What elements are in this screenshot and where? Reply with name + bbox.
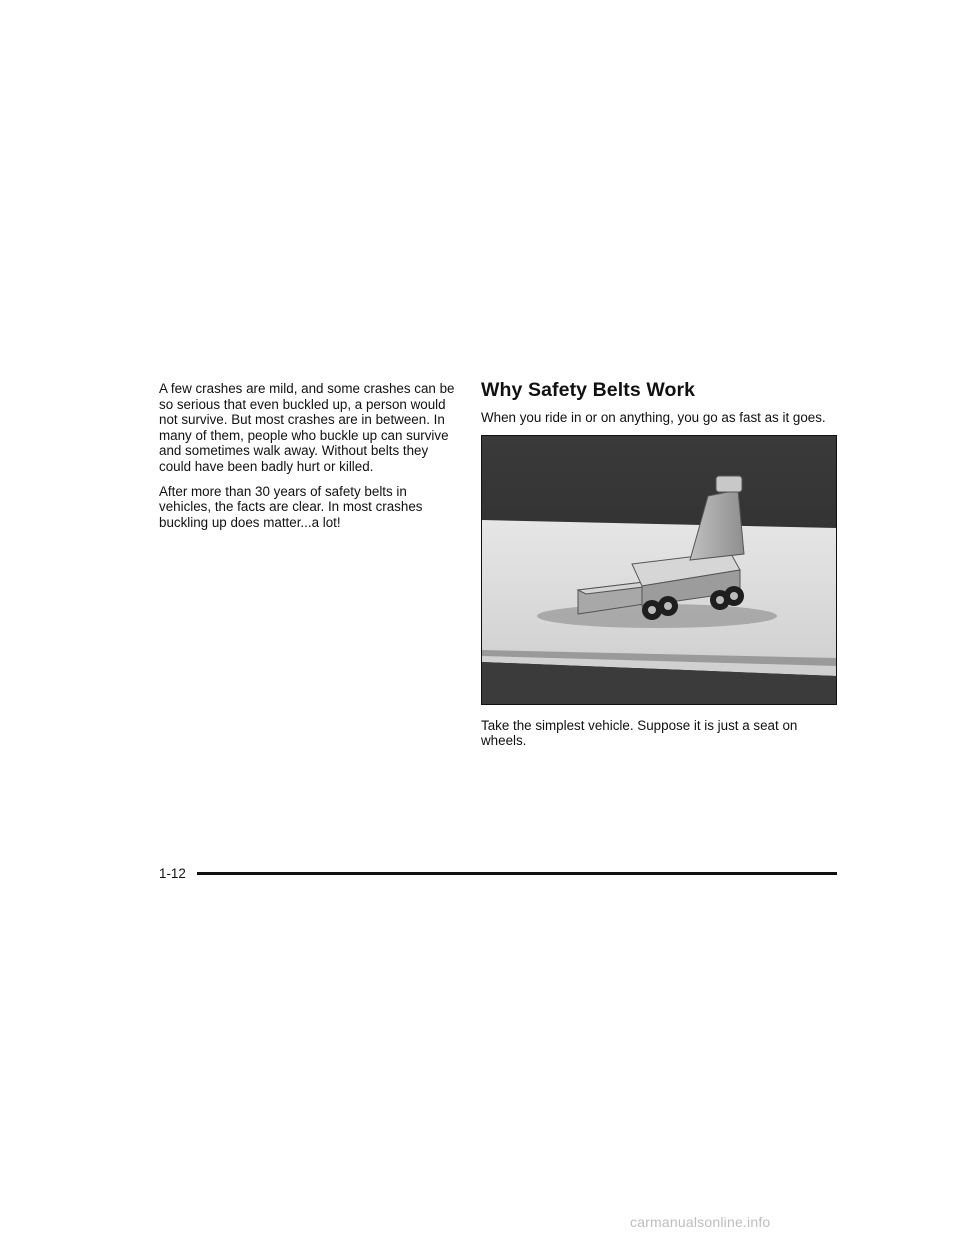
illustration-svg — [482, 436, 836, 704]
headrest — [716, 476, 742, 492]
seat-on-wheels-illustration — [481, 435, 837, 705]
right-column — [481, 379, 837, 758]
watermark: carmanualsonline.info — [630, 1214, 771, 1230]
paragraph-caption: Take the simplest vehicle. Suppose it is just a seat on wheels. — [481, 717, 798, 749]
section-heading: Why Safety Belts Work — [481, 379, 696, 401]
paragraph-belt-facts: After more than 30 years of safety belts in vehicles, the facts are clear. In most crashes buckling up does matter...a lot! — [159, 483, 423, 530]
page-number: 1-12 — [159, 866, 186, 881]
paragraph-crash-severity: A few crashes are mild, and some crashes can be so serious that even buckled up, a person would not survive. But most crashes are in between. In many of them, people who buckle up can survive and sometimes walk away. Without belts they could have been badly hurt or killed. — [159, 381, 455, 474]
footer-rule — [197, 872, 837, 875]
paragraph-intro: When you ride in or on anything, you go as fast as it goes. — [481, 410, 826, 425]
left-column — [159, 381, 459, 539]
